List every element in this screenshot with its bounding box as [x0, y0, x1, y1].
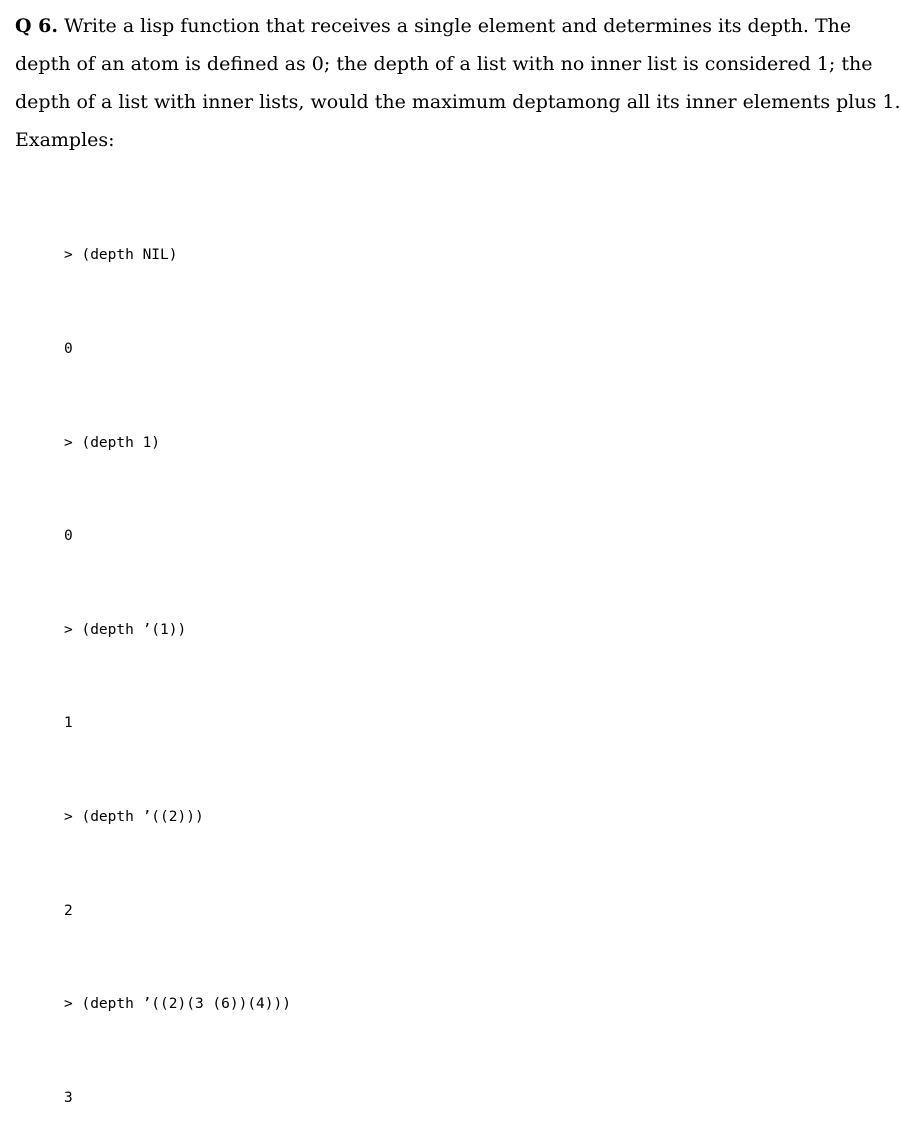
question-label: Q 6. — [15, 15, 59, 37]
example-input: > (depth 1) — [64, 434, 161, 451]
question-text — [15, 7, 901, 159]
example-output: 2 — [64, 902, 73, 919]
example-output: 3 — [64, 1089, 73, 1106]
example-output: 0 — [64, 528, 73, 545]
example-input: > (depth ’((2))) — [64, 808, 204, 825]
examples-heading: Examples: — [15, 129, 115, 151]
question-line-2: depth of an atom is defined as 0; the depth of a list with no inner list is considered 1; the — [15, 53, 873, 75]
example-input: > (depth ’(1)) — [64, 621, 187, 638]
question-line-3: depth of a list with inner lists, would the maximum deptamong all its inner elements plus 1. — [15, 91, 901, 113]
example-output: 0 — [64, 341, 73, 357]
question-line-1 — [15, 7, 852, 45]
example-input: > (depth NIL) — [64, 247, 178, 264]
example-input: > (depth ’((2)(3 (6))(4))) — [64, 996, 291, 1013]
examples-list — [64, 178, 291, 1145]
example-output: 1 — [64, 715, 73, 732]
question-line-1-text: Write a lisp function that receives a single element and determines its depth. The — [64, 15, 852, 37]
